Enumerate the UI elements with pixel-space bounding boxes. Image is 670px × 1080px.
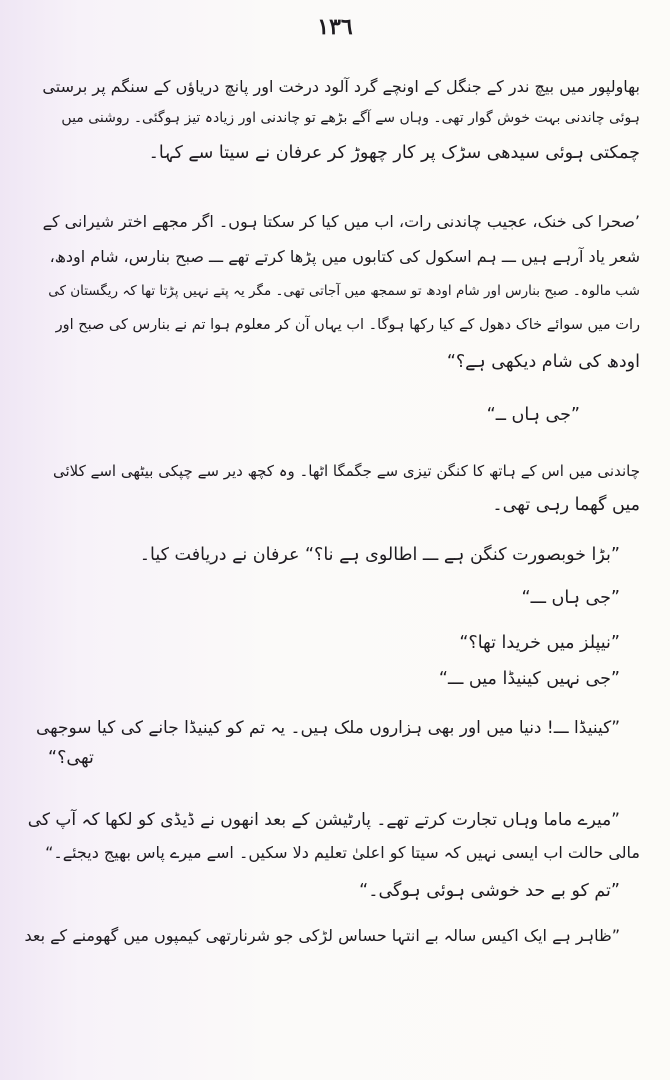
text-line: چاندنی میں اس کے ہاتھ کا کنگن تیزی سے جگمگا اٹھا۔ وہ کچھ دیر سے چپکی بیٹھی اسے کلائی <box>53 462 640 480</box>
page-number: ١٣٦ <box>317 14 353 40</box>
text-line: رات میں سوائے خاک دھول کے کیا رکھا ہوگا۔ اب یہاں آن کر معلوم ہوا تم نے بنارس کی صبح اور <box>55 317 640 333</box>
text-line: ہوئی چاندنی بہت خوش گوار تھی۔ وہاں سے آگے بڑھے تو چاندنی اور زیادہ تیز ہوگئی۔ روشنی میں <box>61 110 640 126</box>
text-line: ”جی نہیں کینیڈا میں ـــ“ <box>438 669 620 689</box>
text-line: تھی؟“ <box>48 748 94 768</box>
text-line: میں گھما رہی تھی۔ <box>492 495 640 515</box>
text-line: ’صحرا کی خنک، عجیب چاندنی رات، اب میں کیا کر سکتا ہوں۔ اگر مجھے اختر شیرانی کے <box>42 212 640 231</box>
text-line: ”جی ہاں ــ“ <box>486 405 580 425</box>
text-line: مالی حالت اب ایسی نہیں کہ سیتا کو اعلیٰ تعلیم دلا سکیں۔ اسے میرے پاس بھیج دیجئے۔“ <box>45 843 640 862</box>
text-line: شب مالوہ۔ صبح بنارس اور شام اودھ تو سمجھ میں آجاتی تھی۔ مگر یہ پتے نہیں پڑتا تھا کہ ریگستان کی <box>48 283 640 299</box>
text-line: ”کینیڈا ـــ! دنیا میں اور بھی ہزاروں ملک ہیں۔ یہ تم کو کینیڈا جانے کی کیا سوجھی <box>35 718 620 738</box>
text-line: اودھ کی شام دیکھی ہے؟“ <box>446 352 640 372</box>
text-line: ”جی ہاں ـــ“ <box>521 588 620 608</box>
text-line: ”تم کو بے حد خوشی ہوئی ہوگی۔“ <box>359 881 620 901</box>
text-line: شعر یاد آرہے ہیں ـــ ہم اسکول کی کتابوں میں پڑھا کرتے تھے ـــ صبح بنارس، شام اودھ، <box>49 247 640 266</box>
text-line: ”نیپلز میں خریدا تھا؟“ <box>459 633 620 653</box>
text-line: چمکتی ہوئی سیدھی سڑک پر کار چھوڑ کر عرفان نے سیتا سے کہا۔ <box>148 143 640 163</box>
text-line: ”بڑا خوبصورت کنگن ہے ـــ اطالوی ہے نا؟“ عرفان نے دریافت کیا۔ <box>139 545 620 565</box>
text-line: بھاولپور میں بیچ ندر کے جنگل کے اونچے گرد آلود درخت اور پانچ دریاؤں کے سنگم پر برستی <box>42 77 640 96</box>
text-line: ”ظاہر ہے ایک اکیس سالہ بے انتہا حساس لڑکی جو شرنارتھی کیمپوں میں گھومنے کے بعد <box>24 926 620 945</box>
text-line: ”میرے ماما وہاں تجارت کرتے تھے۔ پارٹیشن کے بعد انھوں نے ڈیڈی کو لکھا کہ آپ کی <box>27 810 620 830</box>
